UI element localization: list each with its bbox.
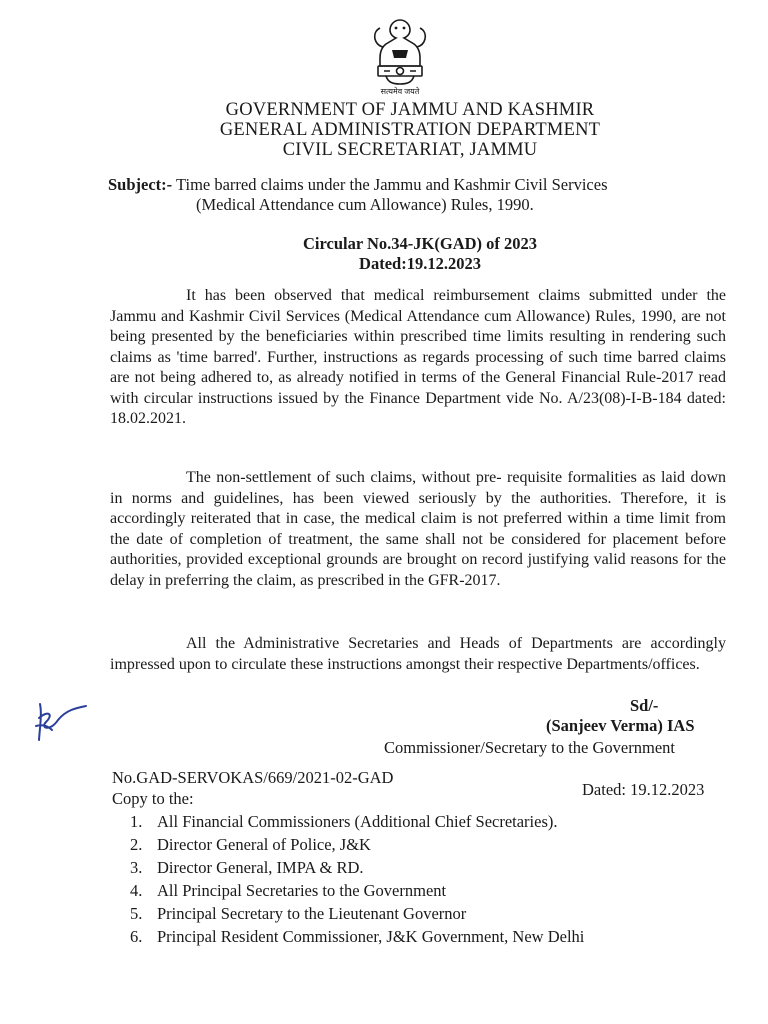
signature-sd: Sd/-	[630, 696, 659, 715]
emblem-motto: सत्यमेव जयते	[380, 87, 420, 96]
list-item: 3. Director General, IMPA & RD.	[130, 858, 364, 877]
handwritten-initials	[28, 696, 90, 744]
national-emblem-icon	[364, 14, 436, 94]
circular-date: Dated:19.12.2023	[359, 254, 481, 273]
list-item: 1. All Financial Commissioners (Additional Chief Secretaries).	[130, 812, 558, 831]
header-department: GENERAL ADMINISTRATION DEPARTMENT	[219, 120, 601, 140]
list-item: 2. Director General of Police, J&K	[130, 835, 371, 854]
reference-number: No.GAD-SERVOKAS/669/2021-02-GAD	[112, 768, 394, 787]
copy-list	[130, 812, 584, 950]
list-item: 4. All Principal Secretaries to the Government	[130, 881, 447, 900]
list-item: 6. Principal Resident Commissioner, J&K Government, New Delhi	[130, 927, 585, 946]
list-item: 5. Principal Secretary to the Lieutenant Governor	[130, 904, 467, 923]
copy-to-label: Copy to the:	[112, 789, 194, 808]
subject-line-2: (Medical Attendance cum Allowance) Rules, 1990.	[196, 195, 534, 214]
header-office: CIVIL SECRETARIAT, JAMMU	[282, 140, 538, 160]
signatory-designation: Commissioner/Secretary to the Government	[384, 738, 675, 757]
signatory-name: (Sanjeev Verma) IAS	[546, 716, 695, 735]
subject-line-1: Time barred claims under the Jammu and Kashmir Civil Services	[175, 175, 608, 194]
paragraph-2: The non-settlement of such claims, without pre- requisite formalities as laid down in norms and guidelines, has been viewed seriously by the authorities. Therefore, it is accordingly reiterated that in case, the medical claim is not preferred within a time limit from the date of completion of treatment, the same shall not be considered for placement before authorities, provided exceptional grounds are brought on record justifying valid reasons for the delay in preferring the claim, as prescribed in the GFR-2017.	[110, 469, 726, 589]
circular-number: Circular No.34-JK(GAD) of 2023	[302, 234, 538, 253]
subject-label: Subject:-	[108, 175, 173, 194]
subject-block	[108, 175, 728, 215]
paragraph-3: All the Administrative Secretaries and Heads of Departments are accordingly impressed upon to circulate these instructions amongst their respective Departments/offices.	[110, 635, 726, 673]
paragraph-1: It has been observed that medical reimbursement claims submitted under the Jammu and Kashmir Civil Services (Medical Attendance cum Allowance) Rules, 1990, are not being presented by the beneficiaries within prescribed time limits resulting in rendering such claims as 'time barred'. Further, instructions as regards processing of such time barred claims are not being adhered to, as already notified in terms of the General Financial Rule-2017 read with circular instructions issued by the Finance Department vide No. A/23(08)-I-B-184 dated: 18.02.2021.	[110, 287, 726, 427]
reference-date: Dated: 19.12.2023	[582, 780, 705, 799]
header-government: GOVERNMENT OF JAMMU AND KASHMIR	[225, 100, 595, 120]
